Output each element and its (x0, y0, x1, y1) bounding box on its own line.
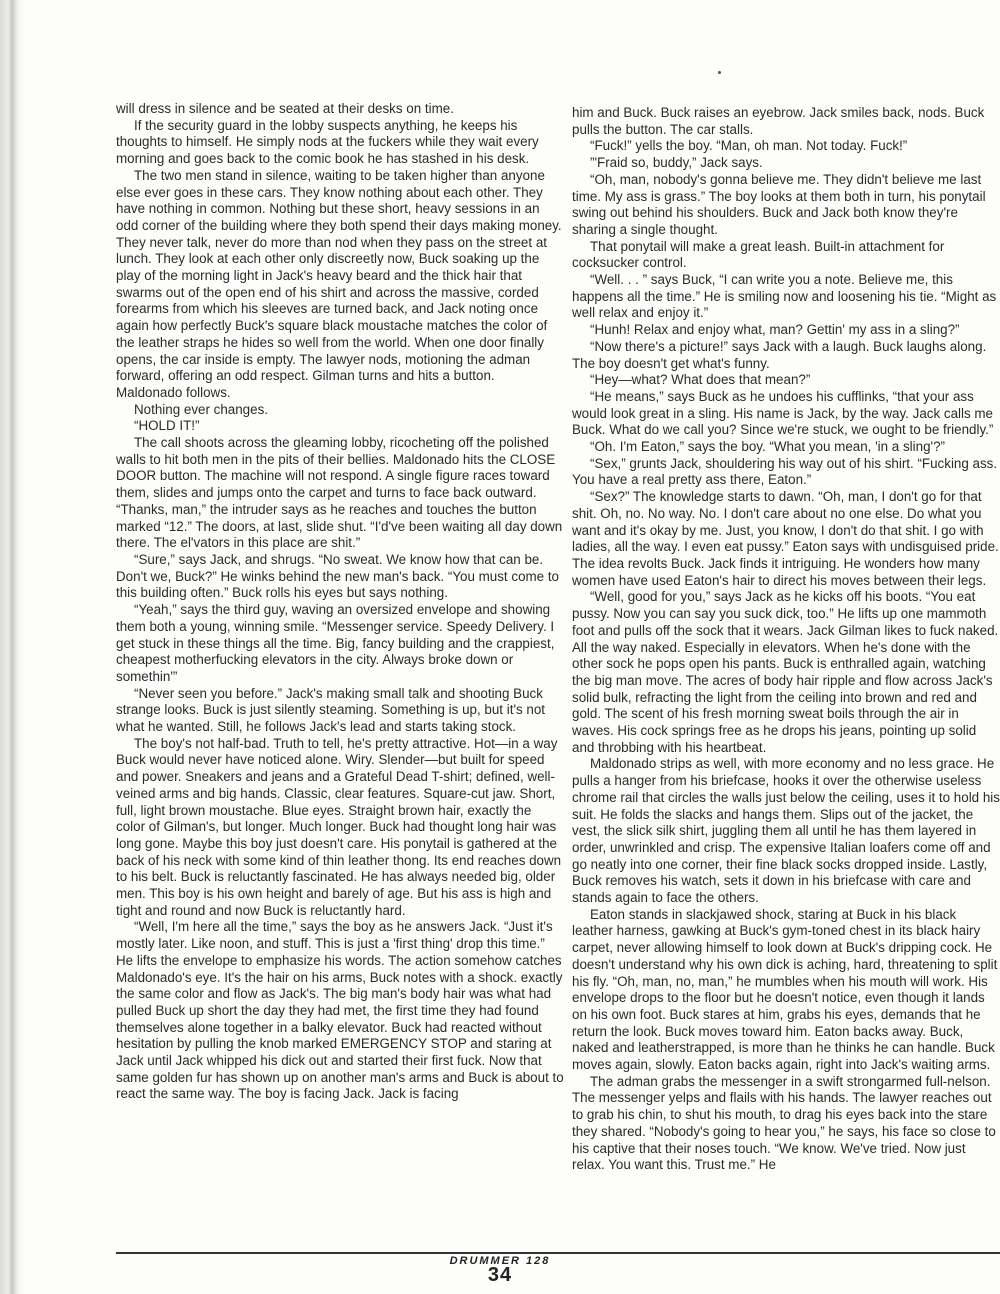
paragraph: “Hey—what? What does that mean?” (590, 372, 811, 388)
page-binding-edge (0, 0, 24, 1294)
paragraph: “Fuck!” yells the boy. “Man, oh man. Not today. Fuck!” (590, 138, 908, 154)
paragraph: The two men stand in silence, waiting to be taken higher than anyone else ever goes in these cars. They know nothing about each other. They have nothing in common. Nothing but these short, heavy sessions in an odd corner of the building where they both spend their days making money. They never talk, never do more than nod when they pass on the street at lunch. They look at each other only discreetly now, Buck soaking up the play of the morning light in Jack's heavy beard and the thick hair that swarms out of the open end of his shirt and across the massive, corded forearms from which his sleeves are turned back, and Jack noting once again how perfectly Buck's square black moustache matches the color of the leather straps he hides so well from the world. When one door finally opens, the car inside is empty. The lawyer nods, motioning the adman forward, offering an odd respect. Gilman turns and hits a button. Maldonado follows. (116, 167, 562, 400)
paragraph: “Well. . . ” says Buck, “I can write you a note. Believe me, this happens all the time.” He is smiling now and loosening his tie. “Might as well relax and enjoy it.” (572, 272, 997, 321)
paragraph: Eaton stands in slackjawed shock, staring at Buck in his black leather harness, gawking at Buck's gym-toned chest in its black hairy carpet, never allowing himself to look down at Buck's dripping cock. He doesn't understand why his own dick is aching, hard, threatening to split his fly. “Oh, man, no, man,” he mumbles when his mouth will work. His envelope drops to the floor but he doesn't notice, even though it lands on his own foot. Buck stares at him, grabs his eyes, demands that he return the look. Buck moves toward him. Eaton backs away. Buck, naked and leatherstrapped, is more than he thinks he can handle. Buck moves again, slowly. Eaton backs again, right into Jack's waiting arms. (572, 906, 998, 1073)
footer-rule (116, 1252, 1000, 1254)
text-column-left (116, 101, 564, 1103)
text-column-right (572, 105, 1000, 1174)
paragraph: “Oh, man, nobody's gonna believe me. They didn't believe me last time. My ass is grass.” The boy looks at them both in turn, his ponytail swing out behind his shoulders. Buck and Jack both know they're sharing a single thought. (572, 171, 986, 237)
paragraph: “Sex?” The knowledge starts to dawn. “Oh, man, I don't go for that shit. Oh, no. No way. No. I don't care about no one else. Do what you want and it's okay by me. Just, you know, I don't do that shit. I go with ladies, all the way. I even eat pussy.” Eaton says with undisguised pride. The idea revolts Buck. Jack finds it intriguing. He wonders how many women have used Eaton's hair to direct his moves between their legs. (572, 489, 999, 588)
page-number: 34 (487, 1264, 513, 1286)
paragraph: “Sex,” grunts Jack, shouldering his way out of his shirt. “Fucking ass. You have a real pretty ass there, Eaton.” (572, 455, 998, 488)
paragraph: “He means,” says Buck as he undoes his cufflinks, “that your ass would look great in a sling. His name is Jack, by the way. Jack calls me Buck. What do we call you? Since we're stuck, we ought to be friendly.” (572, 388, 994, 438)
paragraph: If the security guard in the lobby suspects anything, he keeps his thoughts to himself. He simply nods at the fuckers while they wait every morning and goes back to the comic book he has stashed in his desk. (116, 117, 539, 167)
print-speck (718, 71, 721, 74)
paragraph: will dress in silence and be seated at their desks on time. (116, 101, 454, 116)
paragraph: “Never seen you before.” Jack's making small talk and shooting Buck strange looks. Buck is just silently steaming. Something is up, but it's not what he wanted. Still, he follows Jack's lead and starts taking stock. (116, 685, 546, 735)
paragraph: The boy's not half-bad. Truth to tell, he's pretty attractive. Hot—in a way Buck would never have noticed alone. Wiry. Slender—but built for speed and power. Sneakers and jeans and a Grateful Dead T-shirt; defined, well-veined arms and big hands. Classic, clear features. Square-cut jaw. Short, full, light brown moustache. Blue eyes. Straight brown hair, exactly the color of Gilman's, but longer. Much longer. Buck had thought long hair was long gone. Maybe this boy just doesn't care. His ponytail is gathered at the back of his neck with some kind of thin leather thong. Its end reaches down to his belt. Buck is reluctantly fascinated. He has always needed big, older men. This boy is his own height and barely of age. But his ass is high and tight and round and now Buck is reluctantly hard. (116, 735, 562, 918)
paragraph: Maldonado strips as well, with more economy and no less grace. He pulls a hanger from his briefcase, hooks it over the otherwise useless chrome rail that circles the walls just below the ceiling, uses it to hold his suit. He folds the slacks and hangs them. Slips out of the jacket, the vest, the slick silk shirt, juggling them all until he has them layered in order, unwrinkled and crisp. The expensive Italian loafers come off and go neatly into one corner, their fine black socks dropped inside. Lastly, Buck removes his watch, sets it down in his briefcase with care and stands again to face the others. (572, 756, 1000, 906)
paragraph: “HOLD IT!” (134, 418, 200, 434)
paragraph: The adman grabs the messenger in a swift strongarmed full-nelson. The messenger yelps and flails with his hands. The lawyer reaches out to grab his chin, to shut his mouth, to drag his eyes back into the stare they shared. “Nobody's going to hear you,” he says, his face so close to his captive that their noses touch. “We know. We've tried. Now just relax. You want this. Trust me.” He (572, 1073, 996, 1173)
paragraph: ”'Fraid so, buddy,” Jack says. (590, 155, 763, 171)
paragraph: “Sure,” says Jack, and shrugs. “No sweat. We know how that can be. Don't we, Buck?” He winks behind the new man's back. “You must come to this building often.” Buck rolls his eyes but says nothing. (116, 551, 560, 601)
paragraph: “Hunh! Relax and enjoy what, man? Gettin' my ass in a sling?” (590, 322, 960, 338)
magazine-name: DRUMMER 128 (449, 1255, 551, 1267)
paragraph: “Well, I'm here all the time,” says the boy as he answers Jack. “Just it's mostly later. Like noon, and stuff. This is just a 'first thing' drop this time.” He lifts the envelope to emphasize his words. The action somehow catches Maldonado's eye. It's the hair on his arms, Buck notes with a shock. exactly the same color and flow as Jack's. The big man's body hair was what had pulled Buck up short the day they had met, the first time they had found themselves alone together in a balky elevator. Buck had reacted without hesitation by pulling the knob marked EMERGENCY STOP and staring at Jack until Jack whipped his dick out and started their first fuck. Now that same golden fur has shown up on another man's arms and Buck is about to react the same way. The boy is facing Jack. Jack is facing (116, 919, 564, 1102)
paragraph: That ponytail will make a great leash. Built-in attachment for cocksucker control. (572, 238, 945, 271)
paragraph: “Oh. I'm Eaton,” says the boy. “What you mean, 'in a sling'?” (590, 439, 945, 455)
paragraph: “Well, good for you,” says Jack as he kicks off his boots. “You eat pussy. Now you can say you suck dick, too.” He lifts up one mammoth foot and pulls off the sock that it wears. Jack Gilman likes to fuck naked. All the way naked. Especially in elevators. When he's done with the other sock he pops open his pants. Buck is enthralled again, watching the big man move. The acres of body hair ripple and flow across Jack's solid bulk, refracting the light from the ceiling into brown and red and gold. The scent of his fresh morning sweat boils through the air in waves. His cock springs free as he drops his jeans, pointing up solid and throbbing with his heartbeat. (572, 589, 999, 755)
paragraph: “Now there's a picture!” says Jack with a laugh. Buck laughs along. The boy doesn't get what's funny. (572, 338, 987, 371)
paragraph: The call shoots across the gleaming lobby, ricocheting off the polished walls to hit both men in the pits of their bellies. Maldonado hits the CLOSE DOOR button. The machine will not respond. A single figure races toward them, slides and jumps onto the carpet and turns to face back outward. “Thanks, man,” the intruder says as he reaches and touches the button marked “12.” The doors, at last, slide shut. “I'd've been waiting all day down there. The el'vators in this place are shit.” (116, 435, 563, 551)
paragraph: Nothing ever changes. (134, 401, 268, 417)
paragraph: “Yeah,” says the third guy, waving an oversized envelope and showing them both a young, winning smile. “Messenger service. Speedy Delivery. I get stuck in these things all the time. Big, fancy building and the crappiest, cheapest motherfucking elevators in the city. Always broke down or somethin'” (116, 602, 555, 684)
paragraph: him and Buck. Buck raises an eyebrow. Jack smiles back, nods. Buck pulls the button. The car stalls. (572, 105, 985, 137)
